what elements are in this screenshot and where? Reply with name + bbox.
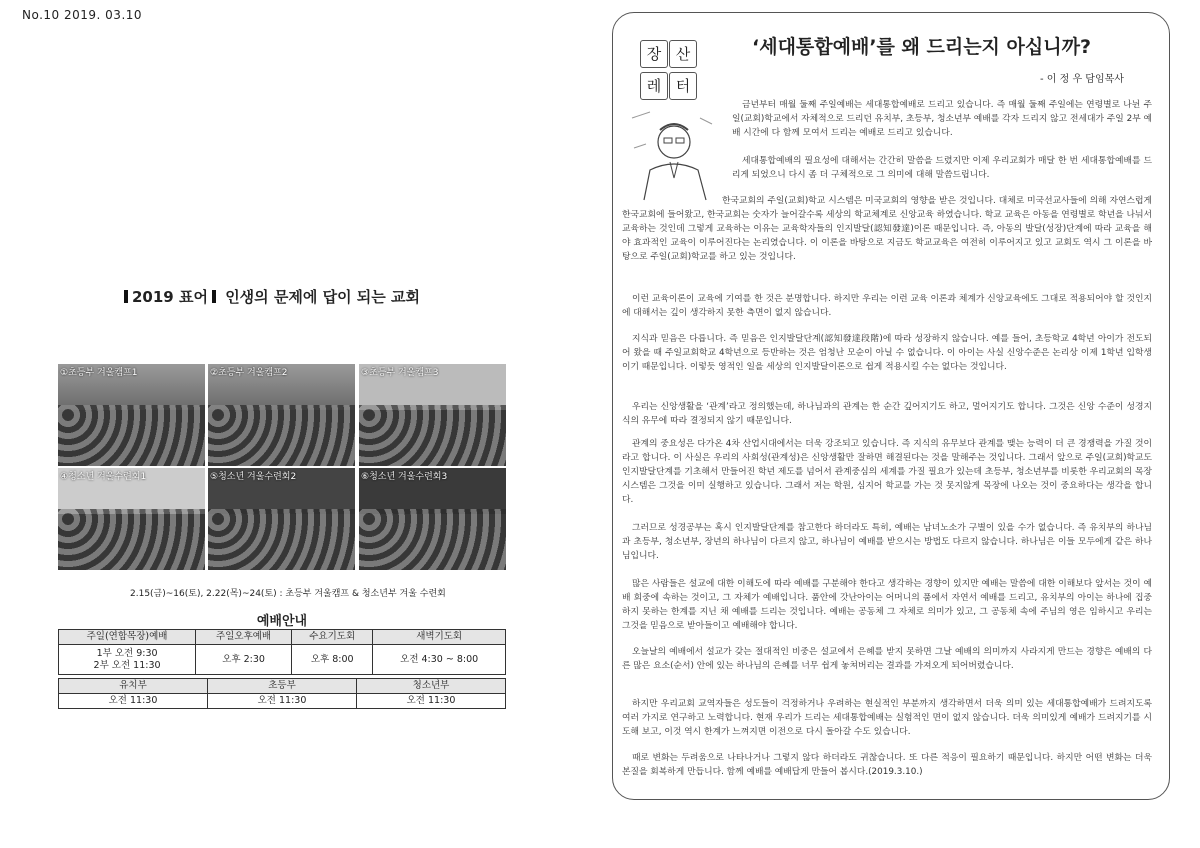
photo-caption: ④청소년 겨울수련회1 — [60, 472, 147, 482]
letter-paragraph: 한국교회의 주일(교회)학교 시스템은 미국교회의 영향을 받은 것입니다. 대체로 미국선교사들에 의해 자연스럽게 한국교회에 들어왔고, 한국교회는 숫자가 늘어갈수록 세상의 학교체계로 신앙교육 하였습니다. 학교 교육은 아동을 연령별로 학년을 나눠서 교육하는 것인데 그렇게 교육하는 이유는 교육학자들의 인지발달(認知發達)이론 때문입니다. 즉, 아동의 발달(성장)단계에 따라 교육을 해야 효과적인 교육이 이루어진다는 논리였습니다. 이 이론을 바탕으로 지금도 학교교육은 여전히 이루어지고 있고 교회도 역시 그 이론을 바탕으로 주일(교회)학교를 하고 있는 것입니다. — [622, 196, 1152, 262]
dept-time: 오전 11:30 — [357, 694, 506, 709]
photo-caption: ⑤청소년 겨울수련회2 — [210, 472, 297, 482]
photo-5 — [208, 468, 355, 570]
service-time: 오후 8:00 — [292, 645, 373, 675]
photo-1 — [58, 364, 205, 466]
bar-icon — [124, 290, 128, 303]
letter-paragraph: 때로 변화는 두려움으로 나타나거나 그렇지 않다 하더라도 귀찮습니다. 또 다른 적응이 필요하기 때문입니다. 하지만 어떤 변화는 더욱 본질을 회복하게 만듭니다. 함께 예배를 예배답게 만들어 봅시다.(2019.3.10.) — [622, 753, 1152, 777]
letter-paragraph: 하지만 우리교회 교역자들은 성도들이 걱정하거나 우려하는 현실적인 부분까지 생각하면서 더욱 의미 있는 세대통합예배가 드려지도록 여러 가지로 연구하고 노력합니다. 현재 우리가 드리는 세대통합예배는 실험적인 면이 없지 않습니다. 더욱 의미있게 예배가 드려지기를 시도해 보고, 이것 역시 한계가 느껴지면 이전으로 다시 돌아갈 수도 있습니다. — [622, 699, 1152, 737]
letter-paragraph: 세대통합예배의 필요성에 대해서는 간간히 말씀을 드렸지만 이제 우리교회가 매달 한 번 세대통합예배를 드리게 되었으니 다시 좀 더 구체적으로 그 의미에 대해 말씀드립니다. — [732, 156, 1152, 180]
bar-icon — [212, 290, 216, 303]
photo-caption: ③초등부 겨울캠프3 — [361, 368, 439, 378]
issue-number: No.10 2019. 03.10 — [22, 8, 143, 22]
service-header: 새벽기도회 — [373, 630, 506, 645]
motto-label: 2019 표어 — [132, 288, 208, 306]
badge-char: 산 — [669, 40, 697, 68]
photo-dates: 2.15(금)~16(토), 2.22(목)~24(토) : 초등부 겨울캠프 & 청소년부 겨울 수련회 — [130, 589, 446, 599]
letter-paragraph: 그러므로 성경공부는 혹시 인지발달단계를 참고한다 하더라도 특히, 예배는 남녀노소가 구별이 있을 수가 없습니다. 즉 유치부의 하나님과 초등부, 청소년부, 장년의 하나님이 다르지 않고, 하나님이 예배를 받으시는 방법도 다르지 않습니다. 하나님은 이들 모두에게 같은 하나님입니다. — [622, 523, 1152, 561]
photo-caption: ⑥청소년 겨울수련회3 — [361, 472, 448, 482]
letter-paragraph: 관계의 중요성은 다가온 4차 산업시대에서는 더욱 강조되고 있습니다. 즉 지식의 유무보다 관계를 맺는 능력이 더 큰 경쟁력을 가질 것이라고 합니다. 이 사실은 우리의 사회성(관계성)은 신앙생활만 잘하면 해결된다는 것을 말해주는 것입니다. 그래서 앞으로 주일(교회)학교도 인지발달단계를 기초해서 만들어진 학년 제도를 넘어서 관계중심의 세계를 가질 필요가 있는데 초등부, 청소년부를 비롯한 우리교회의 목장 시스템은 그것을 이미 실행하고 있습니다. 그래서 저는 학원, 심지어 학교를 가는 것 못지않게 목장에 나오는 것이 중요하다는 생각을 합니다. — [622, 439, 1152, 505]
letter-paragraph: 많은 사람들은 설교에 대한 이해도에 따라 예배를 구분해야 한다고 생각하는 경향이 있지만 예배는 말씀에 대한 이해보다 앞서는 것이 예배 회중에 속하는 것이고, 그 자체가 예배입니다. 품안에 갓난아이는 어머니의 품에서 자연서 예배를 드리고, 유치부의 아이는 하나에 집중하지 못하는 한계를 지닌 채 예배를 드리는 것입니다. 예배는 공동체 그 자체로 의미가 있고, 그 공동체 속에 주님의 영은 임하시고 우리는 그것을 믿음으로 받아들이고 예배해야 합니다. — [622, 579, 1152, 631]
service-header: 주일(연합목장)예배 — [59, 630, 196, 645]
letter-paragraph: 금년부터 매월 둘째 주일예배는 세대통합예배로 드리고 있습니다. 즉 매월 둘째 주일에는 연령별로 나뉜 주일(교회)학교에서 자체적으로 드리던 유치부, 초등부, 청소년부 예배를 각자 드리지 않고 전세대가 주일 2부 예배 시간에 다 함께 모여서 드리는 예배로 드리고 있습니다. — [732, 100, 1152, 138]
dept-time: 오전 11:30 — [208, 694, 357, 709]
dept-header: 초등부 — [208, 679, 357, 694]
service-header: 수요기도회 — [292, 630, 373, 645]
dept-time: 오전 11:30 — [59, 694, 208, 709]
service-time: 오후 2:30 — [196, 645, 292, 675]
yearly-motto — [120, 286, 480, 307]
service-table — [58, 629, 506, 675]
badge-char: 레 — [640, 72, 668, 100]
dept-header: 청소년부 — [357, 679, 506, 694]
letter-author: - 이 정 우 담임목사 — [1040, 74, 1124, 85]
badge-char: 장 — [640, 40, 668, 68]
photo-3 — [359, 364, 506, 466]
letter-title: ‘세대통합예배’를 왜 드리는지 아십니까? — [752, 36, 1091, 58]
dept-header: 유치부 — [59, 679, 208, 694]
letter-paragraph: 우리는 신앙생활을 ‘관계’라고 정의했는데, 하나님과의 관계는 한 순간 깊어지기도 하고, 멀어지기도 합니다. 그것은 신앙 수준이 성경지식의 유무에 따라 결정되지 않기 때문입니다. — [622, 402, 1152, 426]
motto-text: 인생의 문제에 답이 되는 교회 — [225, 288, 420, 306]
service-header: 주일오후예배 — [196, 630, 292, 645]
badge-char: 터 — [669, 72, 697, 100]
service-time: 1부 오전 9:30 2부 오전 11:30 — [59, 645, 196, 675]
service-guide-title: 예배안내 — [256, 614, 308, 629]
photo-6 — [359, 468, 506, 570]
photo-grid — [58, 364, 506, 570]
dept-table — [58, 678, 506, 709]
pastor-portrait-icon — [630, 108, 714, 204]
letter-paragraph: 오늘날의 예배에서 설교가 갖는 절대적인 비중은 설교에서 은혜를 받지 못하면 그날 예배의 의미까지 사라지게 만드는 경향은 예배의 다른 많은 요소(순서) 안에 있는 하나님의 은혜를 너무 쉽게 놓쳐버리는 결과를 가져오게 되어버렸습니다. — [622, 647, 1152, 671]
photo-4 — [58, 468, 205, 570]
letter-paragraph: 이런 교육이론이 교육에 기여를 한 것은 분명합니다. 하지만 우리는 이런 교육 이론과 체계가 신앙교육에도 그대로 적용되어야 할 것인지에 대해서는 깊이 생각하지 못한 측면이 없지 않습니다. — [622, 294, 1152, 318]
photo-2 — [208, 364, 355, 466]
photo-caption: ②초등부 겨울캠프2 — [210, 368, 288, 378]
photo-caption: ①초등부 겨울캠프1 — [60, 368, 138, 378]
service-time: 오전 4:30 ~ 8:00 — [373, 645, 506, 675]
letter-paragraph: 지식과 믿음은 다릅니다. 즉 믿음은 인지발달단계(認知發達段階)에 따라 성장하지 않습니다. 예를 들어, 초등학교 4학년 아이가 전도되어 왔을 때 주일교회학교 4학년으로 등반하는 것은 엄청난 모순이 아닐 수 없습니다. 이 아이는 사실 신앙수준은 논리상 이제 1학년 입학생이기 때문입니다. 이렇듯 영적인 일을 세상의 인지발달이론으로 쉽게 적용시킬 수는 없다는 것입니다. — [622, 334, 1152, 372]
